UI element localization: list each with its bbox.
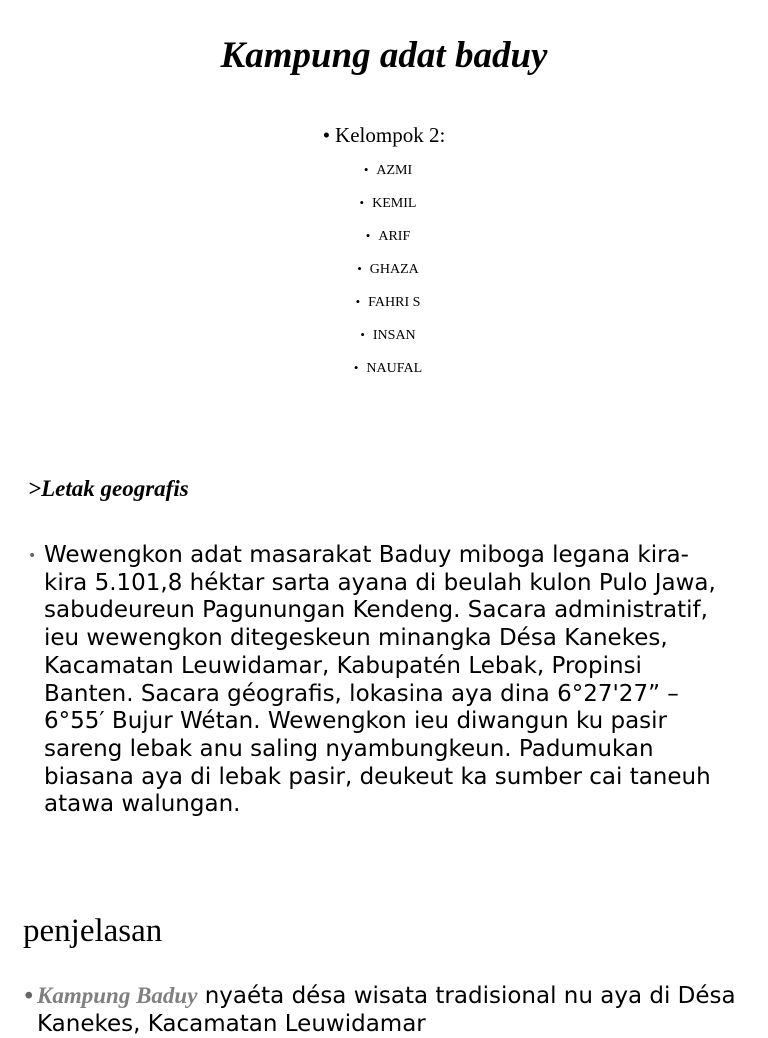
section-heading-explanation: penjelasan: [23, 913, 163, 949]
bullet-icon: •: [360, 327, 365, 342]
bullet-icon: •: [355, 294, 361, 309]
member-name: GHAZA: [369, 262, 419, 277]
bullet-icon: •: [353, 360, 359, 375]
bullet-icon: •: [322, 123, 331, 147]
list-item: [0, 292, 768, 325]
geography-text: Wewengkon adat masarakat Baduy miboga legana kira-kira 5.101,8 héktar sarta ayana di beulah kulon Pulo Jawa, sabudeureun Pagunungan Kendeng. Sacara administratif, ieu wewengkon ditegeskeun minangka Désa Kanekes, Kacamatan Leuwidamar, Kabupatén Lebak, Propinsi Banten. Sacara géografis, lokasina aya dina 6°27'27” – 6°55′ Bujur Wétan. Wewengkon ieu diwangun ku pasir sareng lebak anu saling nyambungkeun. Padumukan biasana aya di lebak pasir, deukeut ka sumber cai taneuh atawa walungan.: [44, 542, 716, 818]
bullet-icon: •: [365, 228, 371, 243]
member-name: INSAN: [372, 328, 416, 343]
group-label: Kelompok 2:: [335, 123, 446, 147]
geography-paragraph: [28, 542, 728, 819]
member-name: KEMIL: [372, 196, 417, 211]
list-item: [0, 358, 768, 391]
list-item: [0, 226, 768, 259]
member-name: ARIF: [378, 229, 411, 244]
explanation-name: Kampung Baduy: [37, 983, 198, 1008]
bullet-icon: •: [363, 162, 369, 177]
member-name: NAUFAL: [366, 361, 423, 376]
bullet-icon: •: [22, 984, 36, 1010]
document-title: Kampung adat baduy: [220, 35, 548, 76]
list-item: [0, 193, 768, 226]
member-list: [0, 160, 768, 391]
explanation-text: [22, 982, 742, 1038]
list-item: [0, 325, 768, 358]
bullet-icon: •: [28, 548, 37, 564]
section-heading-geography: >Letak geografis: [28, 476, 189, 501]
member-name: AZMI: [376, 163, 413, 178]
explanation-paragraph: [22, 982, 742, 1038]
bullet-icon: •: [357, 261, 362, 276]
explanation-body: nyaéta désa wisata tradisional nu aya di Désa Kanekes, Kacamatan Leuwidamar: [37, 983, 736, 1037]
bullet-icon: •: [359, 195, 365, 210]
list-item: [0, 259, 768, 292]
group-heading: [0, 121, 768, 149]
member-name: FAHRI S: [368, 295, 421, 310]
list-item: [0, 160, 768, 193]
